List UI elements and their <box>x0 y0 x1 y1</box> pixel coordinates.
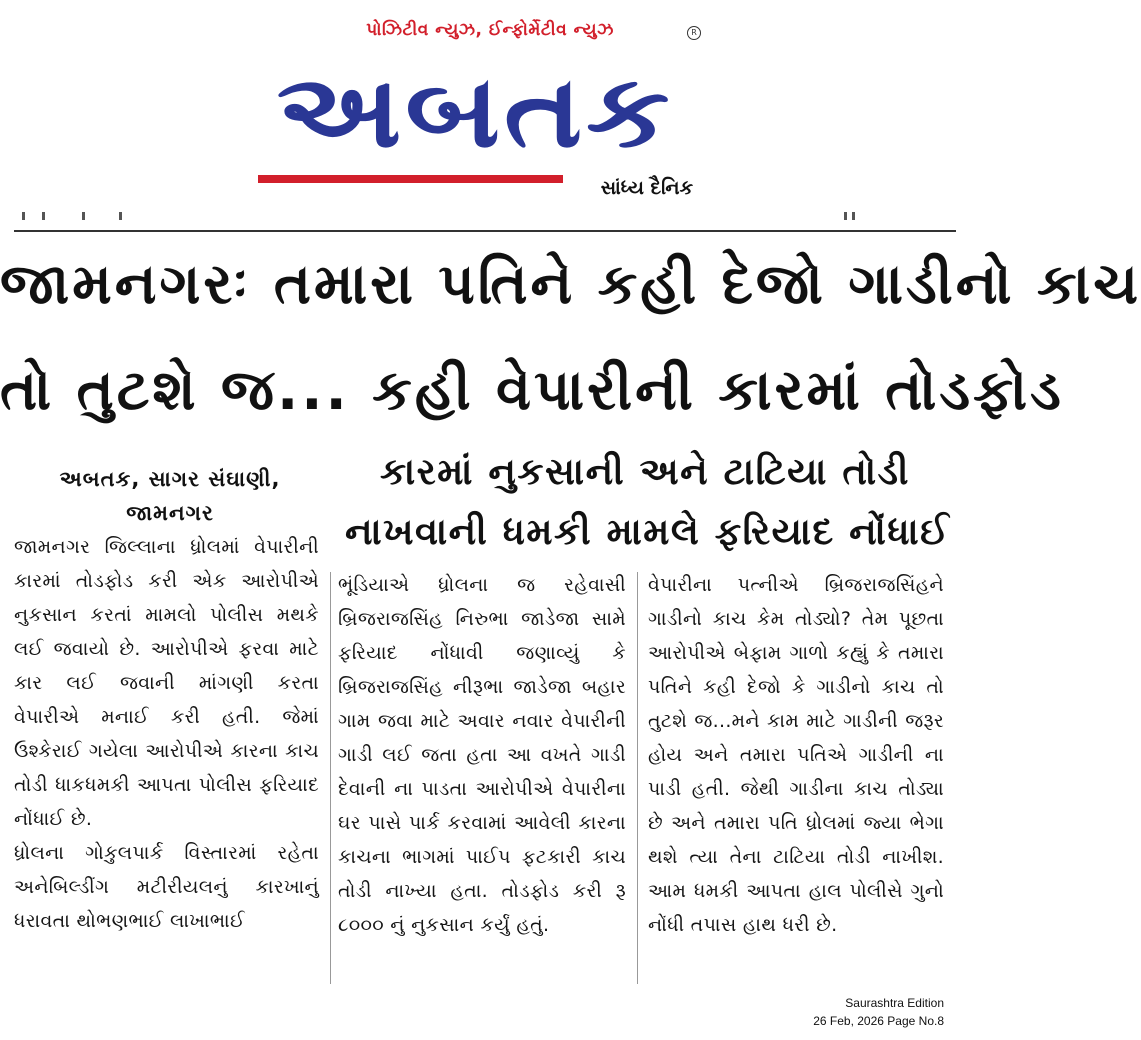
column1-paragraph: ધ્રોલના ગોકુલપાર્ક વિસ્તારમાં રહેતા અનેબિલ્ડીંગ મટીરીયલનું કારખાનું ધરાવતા થોભણભાઈ લાખાભાઈ <box>14 842 319 932</box>
logo-wordmark: અબતક <box>276 52 674 170</box>
edition-label: Saurashtra Edition <box>845 996 944 1010</box>
column3-paragraph: વેપારીના પત્નીએ બ્રિજરાજસિંહને ગાડીનો કાચ કેમ તોડ્યો? તેમ પૂછતા આરોપીએ બેફામ ગાળો કહ્યું કે તમારા પતિને કહી દેજો કે ગાડીનો કાચ તો તુટશે જ...મને કામ માટે ગાડીની જરૂર હોય અને તમારા પતિએ ગાડીની ના પાડી હતી. જેથી ગાડીના કાચ તોડ્યા છે અને તમારા પતિ ધ્રોલમાં જ્યા ભેગા થશે ત્યા તેના ટાટિયા તોડી નાખીશ. આમ ધમકી આપતા હાલ પોલીસે ગુનો નોંધી તપાસ હાથ ધરી છે. <box>648 574 944 936</box>
column-divider <box>637 572 638 984</box>
byline-location: જામનગર <box>126 501 214 525</box>
column2-paragraph: ભૂંડિયાએ ધ્રોલના જ રહેવાસી બ્રિજરાજસિંહ નિરુભા જાડેજા સામે ફરિયાદ નોંધાવી જણાવ્યું કે બ્રિજરાજસિંહ નીરૂભા જાડેજા બહાર ગામ જવા માટે અવાર નવાર વેપારીની ગાડી લઈ જતા હતા આ વખતે ગાડી દેવાની ના પાડતા આરોપીએ વેપારીના ઘર પાસે પાર્ક કરવામાં આવેલી કારના કાચના ભાગમાં પાઈપ ફટકારી કાચ તોડી નાખ્યા હતા. તોડફોડ કરી રૂ ૮૦૦૦ નું નુકસાન કર્યું હતું. <box>338 574 626 936</box>
column1-paragraph: જામનગર જિલ્લાના ધ્રોલમાં વેપારીની કારમાં તોડફોડ કરી એક આરોપીએ નુકસાન કરતાં મામલો પોલીસ મથકે લઈ જવાયો છે. આરોપીએ ફરવા માટે કાર લઈ જવાની માંગણી કરતા વેપારીએ મનાઈ કરી હતી. જેમાં ઉશ્કેરાઈ ગયેલા આરોપીએ કારના કાચ તોડી ધાકધમકી આપતા પોલીસ ફરિયાદ નોંધાઈ છે. <box>14 536 319 830</box>
clipping-edge <box>14 212 954 222</box>
article-headline-line1: જામનગરઃ તમારા પતિને કહી દેજો ગાડીનો કાચ <box>0 252 1141 317</box>
article-column-1 <box>14 530 319 980</box>
logo-red-band <box>258 175 563 183</box>
date-page-label: 26 Feb, 2026 Page No.8 <box>813 1014 944 1028</box>
article-headline-line2: તો તુટશે જ... કહી વેપારીની કારમાં તોડફોડ <box>0 358 1064 423</box>
column-divider <box>330 572 331 984</box>
masthead <box>0 0 956 215</box>
article-column-3 <box>648 568 944 983</box>
article-column-2 <box>338 568 626 983</box>
newspaper-logo <box>255 47 695 187</box>
byline-reporter: અબતક, સાગર સંઘાણી, <box>59 467 281 491</box>
registered-mark-icon: R <box>687 26 701 40</box>
header-divider <box>14 230 956 232</box>
article-subheadline-line1: કારમાં નુકસાની અને ટાટિયા તોડી <box>379 450 911 493</box>
masthead-subtitle: સાંધ્ય દૈનિક <box>600 177 693 199</box>
article-byline <box>14 462 326 530</box>
masthead-tagline: પોઝિટીવ ન્યુઝ, ઈન્ફોર્મેટીવ ન્યુઝ <box>366 20 614 40</box>
article-subheadline-line2: નાખવાની ધમકી મામલે ફરિયાદ નોંધાઈ <box>345 510 951 553</box>
